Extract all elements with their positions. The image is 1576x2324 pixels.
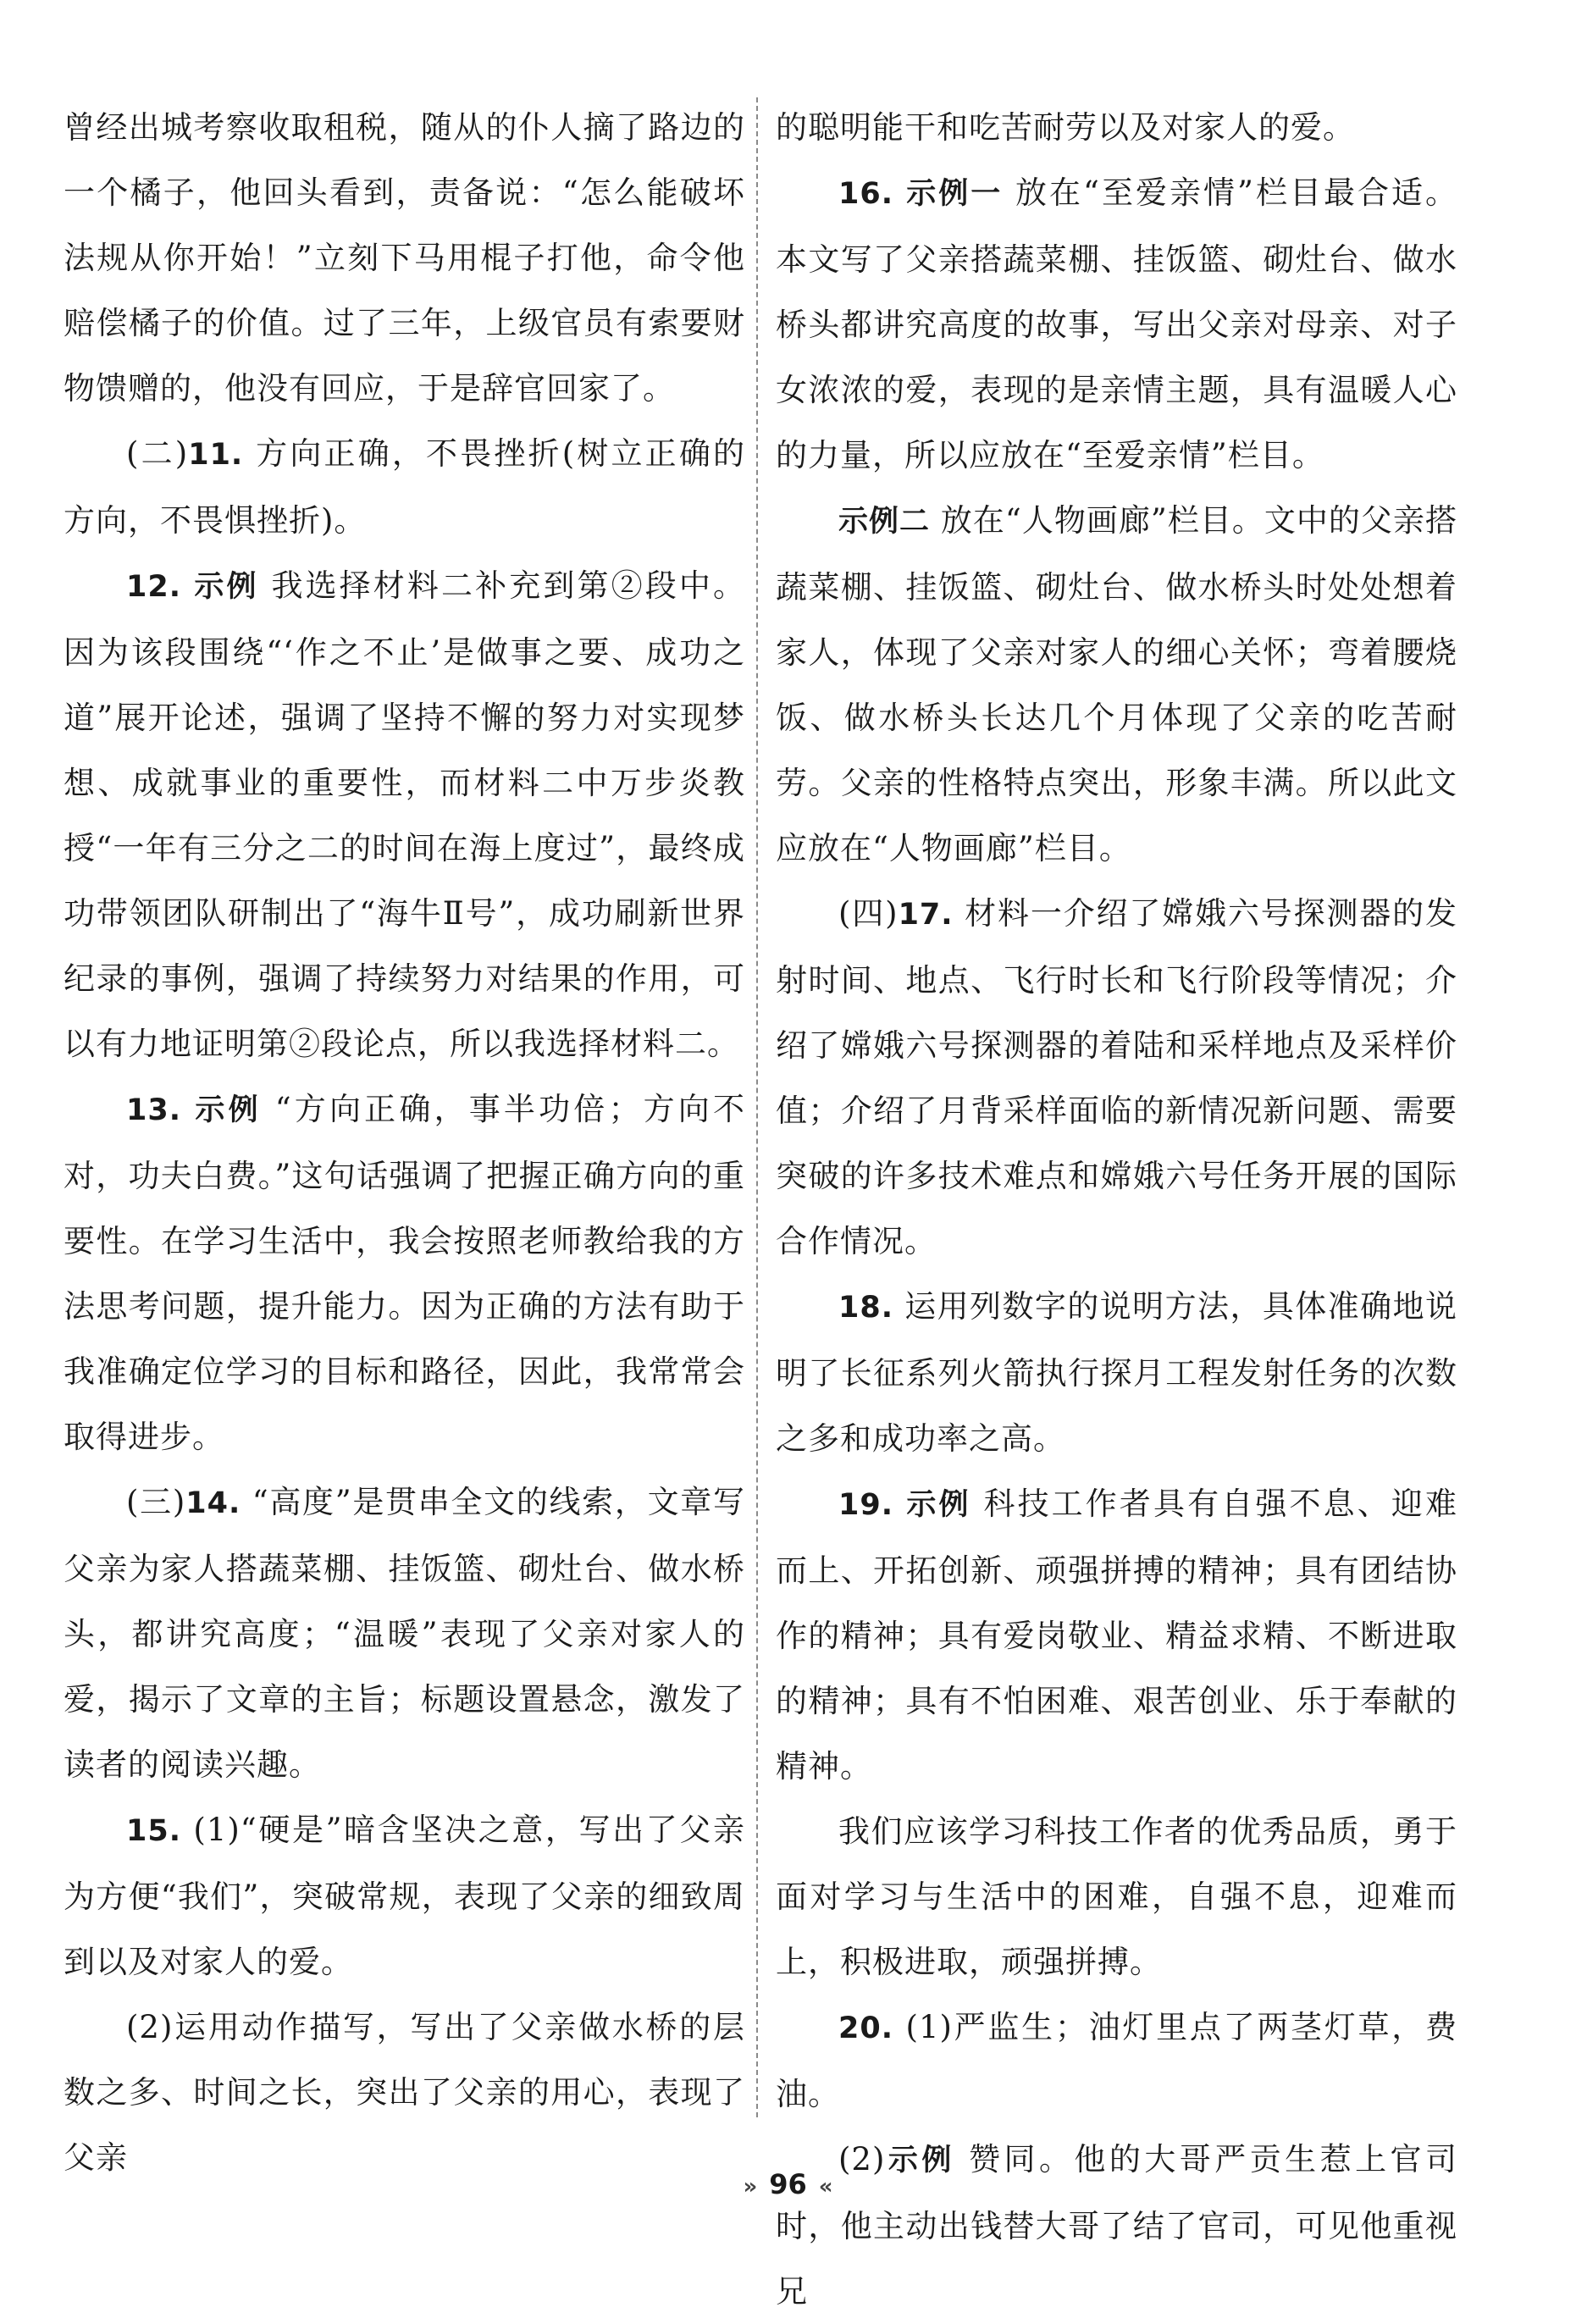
paragraph-text: (2) xyxy=(838,2141,886,2177)
paragraph-text: 的聪明能干和吃苦耐劳以及对家人的爱。 xyxy=(776,109,1355,146)
paragraph-text: 放在“人物画廊”栏目。文中的父亲搭蔬菜棚、挂饭篮、砌灶台、做水桥头时处处想着家人，体现了父亲对家人的细心关怀；弯着腰烧饭、做水桥头长达几个月体现了父亲的吃苦耐劳。父亲的性格特点突出，形象丰满。所以此文应放在“人物画廊”栏目。 xyxy=(776,502,1457,866)
question-label: 18. xyxy=(838,1291,894,1325)
paragraph xyxy=(64,421,745,553)
paragraph xyxy=(64,1797,745,1995)
question-label: 13. xyxy=(126,1093,182,1127)
paragraph xyxy=(776,1995,1457,2127)
paragraph-text: (三) xyxy=(126,1484,186,1520)
paragraph-text: (1)“硬是”暗含坚决之意，写出了父亲为方便“我们”，突破常规，表现了父亲的细致周到以及对家人的爱。 xyxy=(64,1812,745,1980)
question-label: 示例 xyxy=(181,1093,262,1127)
paragraph-text: 方向正确，不畏挫折(树立正确的方向，不畏惧挫折)。 xyxy=(64,435,745,539)
question-label: 20. xyxy=(838,2011,894,2045)
right-column xyxy=(776,95,1457,2324)
question-label: 14. xyxy=(185,1486,241,1520)
paragraph xyxy=(776,881,1457,1274)
question-label: 示例一 xyxy=(893,177,1004,211)
left-arrow-icon: » xyxy=(743,2174,758,2200)
question-label: 12. xyxy=(126,570,182,604)
question-label: 示例 xyxy=(181,570,259,604)
paragraph-text: (1)严监生；油灯里点了两茎灯草，费油。 xyxy=(776,2009,1457,2112)
question-label: 示例 xyxy=(893,1488,971,1522)
paragraph xyxy=(776,488,1457,881)
paragraph-text: “方向正确，事半功倍；方向不对，功夫白费。”这句话强调了把握正确方向的重要性。在学习生活中，我会按照老师教给我的方法思考问题，提升能力。因为正确的方法有助于我准确定位学习的目标和路径，因此，我常常会取得进步。 xyxy=(64,1091,745,1455)
paragraph-text: 放在“至爱亲情”栏目最合适。本文写了父亲搭蔬菜棚、挂饭篮、砌灶台、做水桥头都讲究高度的故事，写出父亲对母亲、对子女浓浓的爱，表现的是亲情主题，具有温暖人心的力量，所以应放在“至爱亲情”栏目。 xyxy=(776,174,1457,473)
paragraph xyxy=(64,1995,745,2190)
paragraph xyxy=(64,1076,745,1469)
question-label: 19. xyxy=(838,1488,894,1522)
paragraph xyxy=(776,160,1457,488)
paragraph-text: (2)运用动作描写，写出了父亲做水桥的层数之多、时间之长，突出了父亲的用心，表现了父亲 xyxy=(64,2009,745,2176)
paragraph-text: 曾经出城考察收取租税，随从的仆人摘了路边的一个橘子，他回头看到，责备说：“怎么能破坏法规从你开始！”立刻下马用棍子打他，命令他赔偿橘子的价值。过了三年，上级官员有索要财物馈赠的，他没有回应，于是辞官回家了。 xyxy=(64,109,745,407)
paragraph xyxy=(776,1471,1457,1799)
paragraph-text: 运用列数字的说明方法，具体准确地说明了长征系列火箭执行探月工程发射任务的次数之多和成功率之高。 xyxy=(776,1288,1457,1457)
question-label: 15. xyxy=(126,1814,182,1848)
paragraph xyxy=(776,1274,1457,1471)
paragraph-text: (四) xyxy=(838,895,899,932)
question-label: 示例二 xyxy=(838,505,931,539)
page-number: 96 xyxy=(769,2168,807,2200)
paragraph-text: 赞同。他的大哥严贡生惹上官司时，他主动出钱替大哥了结了官司，可见他重视兄 xyxy=(776,2141,1457,2310)
question-label: 16. xyxy=(838,177,894,211)
paragraph xyxy=(776,95,1457,160)
page-footer xyxy=(0,2168,1576,2200)
paragraph xyxy=(776,1799,1457,1995)
column-divider xyxy=(756,97,758,2117)
paragraph-text: “高度”是贯串全文的线索，文章写父亲为家人搭蔬菜棚、挂饭篮、砌灶台、做水桥头，都讲究高度；“温暖”表现了父亲对家人的爱，揭示了文章的主旨；标题设置悬念，激发了读者的阅读兴趣。 xyxy=(64,1484,745,1783)
right-arrow-icon: « xyxy=(818,2174,833,2200)
paragraph-text: 科技工作者具有自强不息、迎难而上、开拓创新、顽强拼搏的精神；具有团结协作的精神；具有爱岗敬业、精益求精、不断进取的精神；具有不怕困难、艰苦创业、乐于奉献的精神。 xyxy=(776,1486,1457,1784)
paragraph xyxy=(64,553,745,1076)
paragraph xyxy=(64,95,745,421)
paragraph-text: 我选择材料二补充到第②段中。因为该段围绕“‘作之不止’是做事之要、成功之道”展开论述，强调了坚持不懈的努力对实现梦想、成就事业的重要性，而材料二中万步炎教授“一年有三分之二的时间在海上度过”，最终成功带领团队研制出了“海牛Ⅱ号”，成功刷新世界纪录的事例，强调了持续努力对结果的作用，可以有力地证明第②段论点，所以我选择材料二。 xyxy=(64,567,745,1062)
paragraph-text: 我们应该学习科技工作者的优秀品质，勇于面对学习与生活中的困难，自强不息，迎难而上，积极进取，顽强拼搏。 xyxy=(776,1813,1457,1980)
paragraph-text: (二) xyxy=(126,435,189,472)
paragraph-text: 材料一介绍了嫦娥六号探测器的发射时间、地点、飞行时长和飞行阶段等情况；介绍了嫦娥六号探测器的着陆和采样地点及采样价值；介绍了月背采样面临的新情况新问题、需要突破的许多技术难点和嫦娥六号任务开展的国际合作情况。 xyxy=(776,895,1457,1259)
question-label: 示例 xyxy=(885,2144,955,2177)
question-label: 11. xyxy=(188,438,244,472)
paragraph xyxy=(64,1469,745,1797)
left-column xyxy=(64,95,745,2190)
paragraph xyxy=(776,2127,1457,2324)
question-label: 17. xyxy=(898,898,954,932)
